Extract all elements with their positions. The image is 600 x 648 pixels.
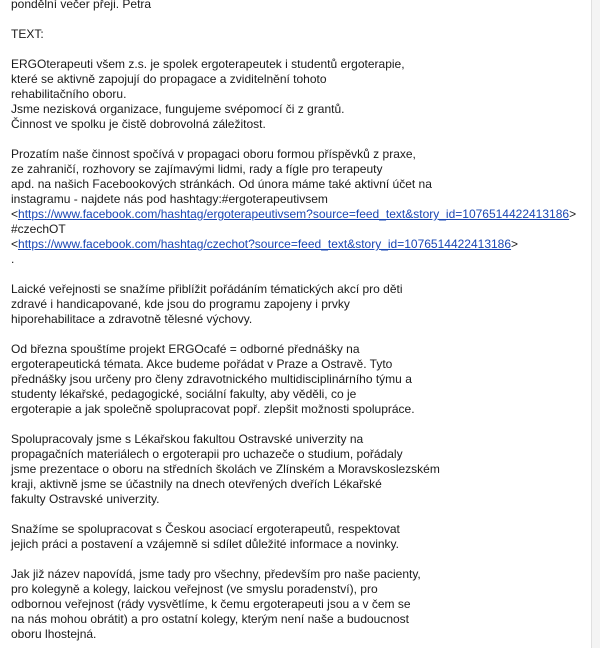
paragraph-public — [11, 282, 591, 327]
text-line: Od března spouštíme projekt ERGOcafé = odborné přednášky na — [11, 342, 360, 356]
bracket-close: > — [511, 237, 519, 251]
text-line: Činnost ve spolku je čistě dobrovolná záležitost. — [11, 117, 266, 131]
paragraph-about — [11, 57, 591, 132]
text-line: na nás mohou obrátit) a pro ostatní kolegy, kterým není naše a budoucnost — [11, 612, 410, 626]
vertical-scrollbar[interactable] — [591, 0, 600, 648]
bracket-open: < — [11, 207, 19, 221]
paragraph-association — [11, 522, 591, 552]
hashtag-czechot: #czechOT — [11, 222, 66, 236]
blank-line — [11, 507, 591, 522]
text-line: které se aktivně zapojují do propagace a zviditelnění tohoto — [11, 72, 327, 86]
text-line: Jsme nezisková organizace, fungujeme svépomocí či z grantů. — [11, 102, 345, 116]
text-line: ergoterapeutická témata. Akce budeme pořádat v Praze a Ostravě. Tyto — [11, 357, 393, 371]
email-body — [11, 0, 591, 642]
text-label: TEXT: — [11, 27, 44, 41]
text-line: propagačních materiálech o ergoterapii pro uchazeče o studium, pořádaly — [11, 447, 403, 461]
blank-line — [11, 132, 591, 147]
text-line: Spolupracovaly jsme s Lékařskou fakultou Ostravské univerzity na — [11, 432, 364, 446]
text-line: studenty lékařské, pedagogické, sociální fakulty, aby věděli, co je — [11, 387, 357, 401]
text-line: ergoterapie a jak společně spolupracovat popř. zlepšit možnosti spolupráce. — [11, 402, 415, 416]
text-line: ze zahraničí, rozhovory se zajímavými lidmi, rady a fígle pro terapeuty — [11, 162, 383, 176]
text-line: přednášky jsou určeny pro členy zdravotnického multidisciplinárního týmu a — [11, 372, 412, 386]
bracket-open: < — [11, 237, 19, 251]
text-line: zdravé i handicapované, kde jsou do programu zapojeny i prvky — [11, 297, 350, 311]
text-line: Jak již název napovídá, jsme tady pro všechny, především pro naše pacienty, — [11, 567, 421, 581]
blank-line — [11, 42, 591, 57]
text-line: rehabilitačního oboru. — [11, 87, 127, 101]
period-line: . — [11, 252, 15, 266]
bracket-close: > — [569, 207, 577, 221]
text-line: jejich práci a postavení a vzájemně si sdílet důležité informace a novinky. — [11, 537, 399, 551]
greeting-line: pondělní večer přeji. Petra — [11, 0, 152, 11]
text-line: apd. na našich Facebookových stránkách. Od února máme také aktivní účet na — [11, 177, 432, 191]
text-line: Snažíme se spolupracovat s Českou asociací ergoterapeutů, respektovat — [11, 522, 400, 536]
text-line: jsme prezentace o oboru na středních školách ve Zlínském a Moravskoslezském — [11, 462, 440, 476]
link-line-1 — [11, 207, 591, 222]
hashtag-ergoterapeutivsem-link[interactable]: https://www.facebook.com/hashtag/ergoterapeutivsem?source=feed_text&story_id=1076514422413186 — [18, 207, 570, 221]
text-line: pro kolegyně a kolegy, laickou veřejnost (ve smyslu poradenství), pro — [11, 582, 378, 596]
text-line: odbornou veřejnost (rády vysvětlíme, k čemu ergoterapeuti jsou a v čem se — [11, 597, 411, 611]
text-line: hiporehabilitace a zdravotně tělesné výchovy. — [11, 312, 253, 326]
link-line-2 — [11, 237, 591, 252]
paragraph-for-everyone — [11, 567, 591, 642]
text-line: oboru lhostejná. — [11, 627, 97, 641]
text-line: Prozatím naše činnost spočívá v propagaci oboru formou příspěvků z praxe, — [11, 147, 416, 161]
paragraph-activity — [11, 147, 591, 267]
hashtag-czechot-link[interactable]: https://www.facebook.com/hashtag/czechot?source=feed_text&story_id=1076514422413186 — [18, 237, 512, 251]
text-line: fakulty Ostravské univerzity. — [11, 492, 160, 506]
paragraph-cooperation — [11, 432, 591, 507]
text-line: instagramu - najdete nás pod hashtagy:#ergoterapeutivsem — [11, 192, 328, 206]
text-line: Laické veřejnosti se snažíme přiblížit pořádáním tématických akcí pro děti — [11, 282, 403, 296]
blank-line — [11, 552, 591, 567]
text-line: ERGOterapeuti všem z.s. je spolek ergoterapeutek i studentů ergoterapie, — [11, 57, 405, 71]
blank-line — [11, 327, 591, 342]
paragraph-ergocafe — [11, 342, 591, 417]
text-line: kraji, aktivně jsme se účastnily na dnech otevřených dveřích Lékařské — [11, 477, 382, 491]
blank-line — [11, 417, 591, 432]
blank-line — [11, 12, 591, 27]
blank-line — [11, 267, 591, 282]
